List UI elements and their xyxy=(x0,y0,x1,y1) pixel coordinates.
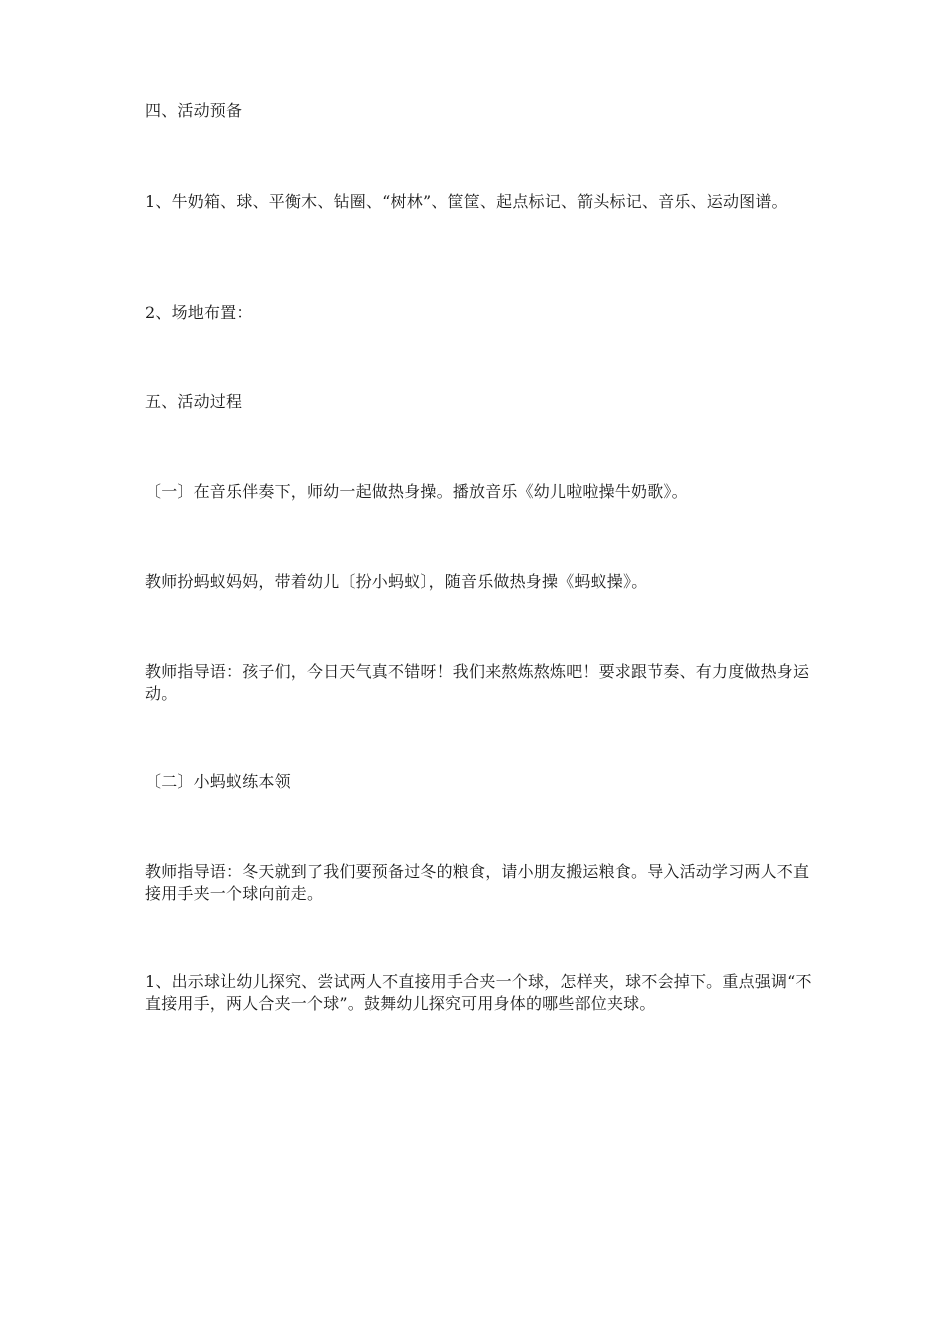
paragraph-materials: 1、牛奶箱、球、平衡木、钻圈、“树林”、筐筐、起点标记、箭头标记、音乐、运动图谱。 xyxy=(145,192,788,211)
paragraph-warmup: 〔一〕在音乐伴奏下，师幼一起做热身操。播放音乐《幼儿啦啦操牛奶歌》。 xyxy=(145,482,688,501)
paragraph-guidance-1: 教师指导语：孩子们，今日天气真不错呀！我们来熬炼熬炼吧！要求跟节奏、有力度做热身运动。 xyxy=(145,662,810,703)
section-heading-preparation: 四、活动预备 xyxy=(145,101,243,120)
paragraph-venue-setup: 2、场地布置： xyxy=(145,303,253,322)
paragraph-teacher-role: 教师扮蚂蚁妈妈，带着幼儿〔扮小蚂蚁〕，随音乐做热身操《蚂蚁操》。 xyxy=(145,572,648,591)
paragraph-step-1: 1、出示球让幼儿探究、尝试两人不直接用手合夹一个球，怎样夹，球不会掉下。重点强调“不直接用手，两人合夹一个球”。鼓舞幼儿探究可用身体的哪些部位夹球。 xyxy=(145,972,812,1013)
subsection-heading-ant-skills: 〔二〕小蚂蚁练本领 xyxy=(145,772,291,791)
paragraph-guidance-2: 教师指导语：冬天就到了我们要预备过冬的粮食，请小朋友搬运粮食。导入活动学习两人不直接用手夹一个球向前走。 xyxy=(145,862,810,903)
section-heading-process: 五、活动过程 xyxy=(145,392,243,411)
